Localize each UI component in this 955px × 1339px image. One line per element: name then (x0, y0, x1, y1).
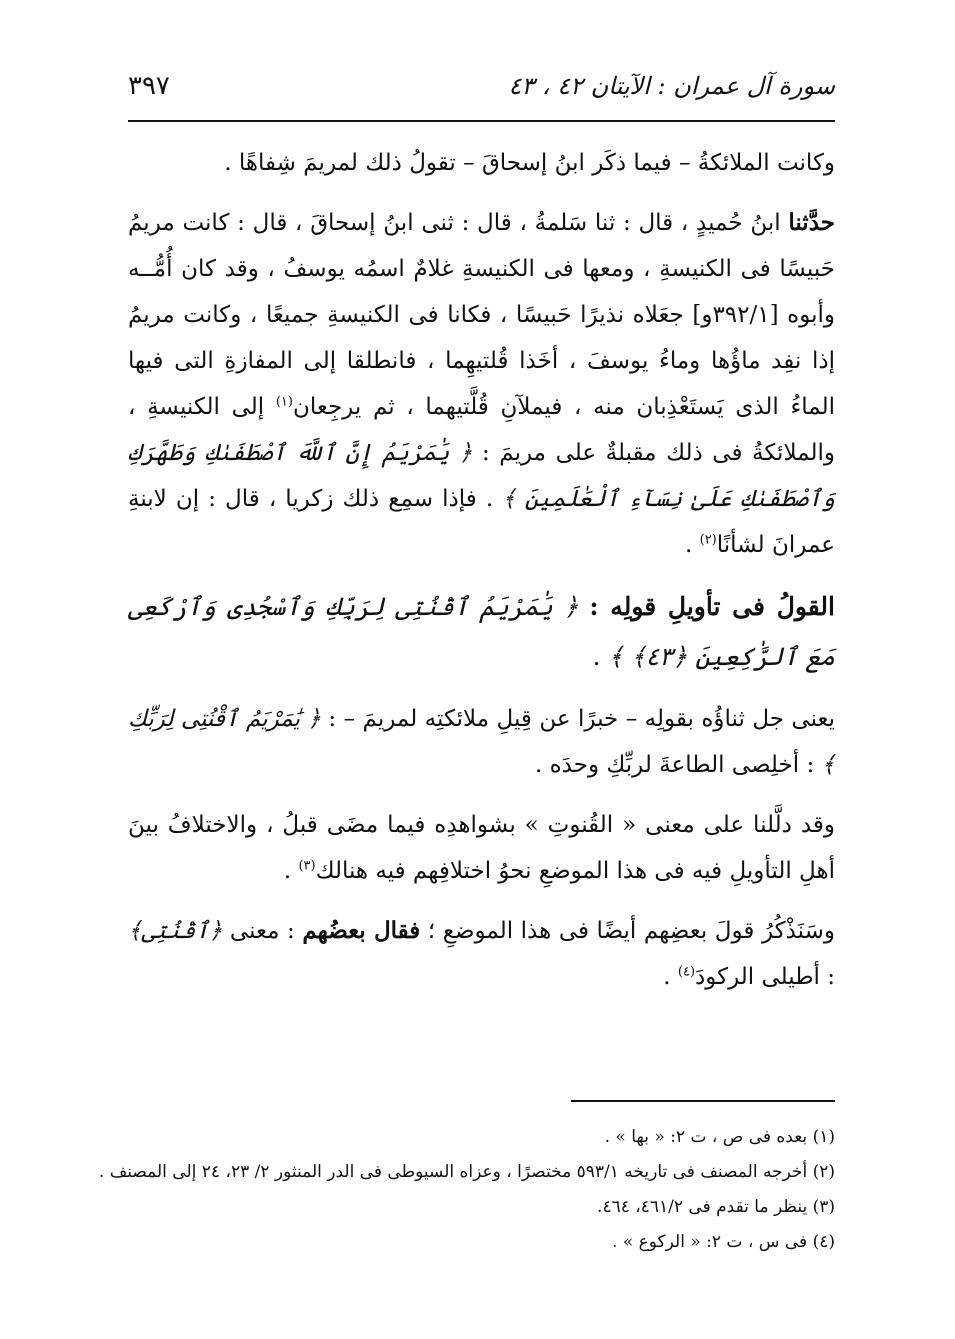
footnote-2: (٢) أخرجه المصنف فى تاريخه ٥٩٣/١ مختصرًا ، وعزاه السيوطى فى الدر المنثور ٢/ ٢٣، ٢٤ إلى المصنف . (98, 1162, 835, 1182)
paragraph-3-text: . (592, 642, 609, 671)
footnote-ref-2[interactable]: (٢) (699, 532, 717, 548)
paragraph-6-lead: فقال بعضُهم (302, 917, 421, 944)
paragraph-5-text-2: . (283, 858, 299, 884)
paragraph-6-text-2: : معنى (222, 918, 303, 944)
paragraph-6-text: وسَنَذْكُرُ قولَ بعضِهم أيضًا فى هذا الموضعِ ؛ (420, 918, 835, 944)
paragraph-1-text: وكانت الملائكةُ – فيما ذكَر ابنُ إسحاقَ – تقولُ ذلك لمريمَ شِفاهًا . (224, 150, 835, 176)
paragraph-4 (128, 696, 835, 788)
quran-verse-43: ﴿ يَٰمَرْيَمُ ٱقْنُتِى لِرَبِّكِ وَٱسْجُدِى وَٱرْكَعِى مَعَ ٱلرَّٰكِعِينَ ﴿٤٣﴾ ﴾ (128, 592, 835, 671)
paragraph-2 (128, 200, 835, 568)
paragraph-6-text-4: . (663, 964, 678, 990)
paragraph-6 (128, 908, 835, 1000)
paragraph-3-heading (128, 582, 835, 682)
quran-word: ﴿ٱقْنُتِى﴾ (128, 918, 223, 944)
paragraph-2-text: ابنُ حُميدٍ ، قال : ثنا سَلمةُ ، قال : ثنى ابنُ إسحاقَ ، قال : كانت مريمُ حَبيسًا فى الكنيسةِ ، ومعها فى الكنيسةِ غلامٌ اسمُه يوسفُ ، وقد كان أُمُّــه وأبوه [٣٩٢/١و] جعَلاه نذيرًا حَبيسًا ، فكانا فى الكنيسةِ جميعًا ، وكانت مريمُ إذا نفِد ماؤُها وماءُ يوسفَ ، أخَذا قُلتيهِما ، فانطلقا إلى المفازةِ التى فيها الماءُ الذى يَستَعْذِبان منه ، فيملآنِ قُلَّتيهما ، ثم يرجِعان (128, 210, 835, 420)
paragraph-2-lead: حدَّثنا (788, 209, 835, 236)
quran-verse-quote: ﴿ يَٰمَرْيَمُ ٱقْنُتِى لِرَبِّكِ ﴾ (128, 706, 835, 778)
paragraph-5-text: وقد دلَّلنا على معنى « القُنوتِ » بشواهدِه فيما مضَى قبلُ ، والاختلافُ بينَ أهلِ التأويلِ فيه فى هذا الموضعِ نحوُ اختلافِهم فيه هنالك (128, 812, 835, 884)
footnote-ref-1[interactable]: (١) (275, 394, 293, 410)
footnote-ref-3[interactable]: (٣) (298, 858, 316, 874)
paragraph-2-text-3: . فإذا سمِع ذلك زكريا ، قال : إن لابنةِ عمرانَ لشأنًا (128, 486, 835, 558)
footnote-3: (٣) ينظر ما تقدم فى ٤٦١/٢، ٤٦٤. (597, 1197, 835, 1217)
running-title: سورة آل عمران : الآيتان ٤٢ ، ٤٣ (508, 72, 835, 100)
footnote-rule (571, 1100, 835, 1102)
footnotes (98, 1120, 835, 1260)
paragraph-4-text-2: : أخلِصى الطاعةَ لربِّكِ وحدَه . (534, 752, 822, 778)
page-number: ٣٩٧ (128, 71, 170, 101)
header-rule (128, 120, 835, 122)
paragraph-4-text: يعنى جل ثناؤُه بقولِه – خبرًا عن قِيلِ ملائكتِه لمريمَ – : (320, 706, 836, 732)
page-header (128, 58, 835, 114)
paragraph-2-text-2: إلى الكنيسةِ ، والملائكةُ فى ذلك مقبلةٌ على مريمَ : (128, 394, 835, 466)
section-heading: القولُ فى تأويلِ قولِه : (589, 592, 835, 621)
paragraph-5 (128, 802, 835, 894)
paragraph-1 (128, 140, 835, 186)
footnote-ref-4[interactable]: (٤) (677, 964, 696, 980)
quran-verse-42: ﴿ يَٰمَرْيَمُ إِنَّ ٱللَّهَ ٱصْطَفَىٰكِ وَطَهَّرَكِ وَٱصْطَفَىٰكِ عَلَىٰ نِسَآءِ ٱلْعَٰلَمِينَ ﴾ (128, 440, 835, 512)
paragraph-2-text-4: . (684, 532, 700, 558)
footnote-1: (١) بعده فى ص ، ت ٢: « بها » . (604, 1127, 835, 1147)
main-text (128, 140, 835, 1014)
paragraph-6-text-3: : أطيلى الركودَ (695, 964, 835, 990)
footnote-4: (٤) فى س ، ت ٢: « الركوع » . (612, 1232, 835, 1252)
